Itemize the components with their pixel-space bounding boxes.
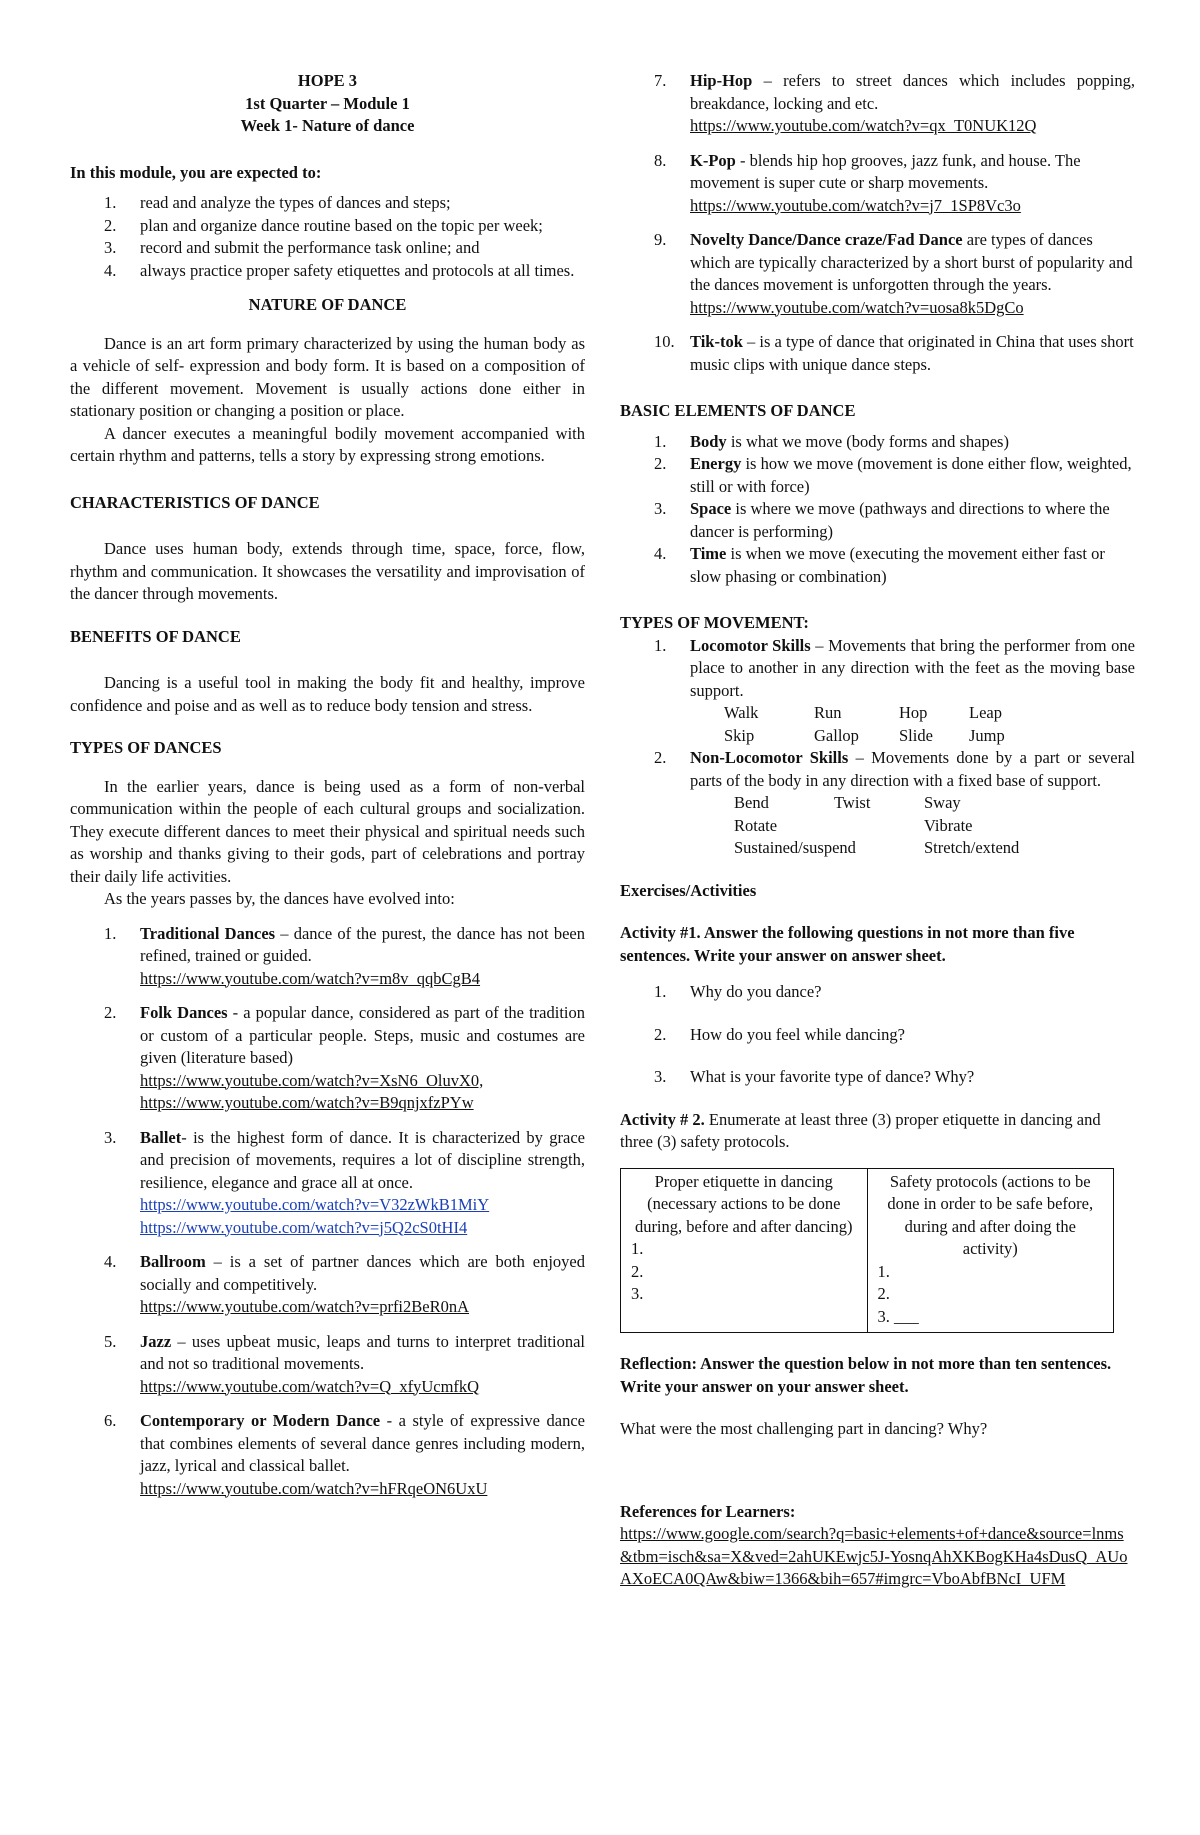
dance-type-item: 2. Folk Dances - a popular dance, considered as part of the tradition or custom of a particular people. Steps, music and costumes are given (literature based) https://www.youtube.com/watch?v=XsN6_OluvX0, https://www.youtube.com/watch?v=B9qnjxfzPYw <box>70 1002 585 1115</box>
element-item: 3. Space is where we move (pathways and directions to where the dancer is performing) <box>654 499 1110 541</box>
activity-2-text: Activity # 2. Enumerate at least three (3) proper etiquette in dancing and three (3) safety protocols. <box>620 1109 1101 1151</box>
exercises-heading: Exercises/Activities <box>620 880 757 900</box>
reflection-question: What were the most challenging part in dancing? Why? <box>620 1419 988 1438</box>
movement-item: 2. Non-Locomotor Skills – Movements done by a part or several parts of the body in any direction with a fixed base of support. <box>654 748 1135 790</box>
objective-item: 3. record and submit the performance task online; and <box>104 238 480 257</box>
dance-type-item: 3. Ballet- is the highest form of dance. It is characterized by grace and precision of movements, requires a lot of discipline strength, resilience, elegance and grace all at once. https://www.youtube.com/watch?v=V32zWkB1MiY https://www.youtube.com/watch?v=j5Q2cS0tHI4 <box>70 1127 585 1240</box>
element-item: 4. Time is when we move (executing the movement either fast or slow phasing or combination) <box>654 544 1105 586</box>
references-heading: References for Learners: <box>620 1501 796 1521</box>
dance-type-item: 7. Hip-Hop – refers to street dances which includes popping, breakdance, locking and etc. https://www.youtube.com/watch?v=qx_T0NUK12Q <box>620 70 1135 138</box>
benefits-paragraph: Dancing is a useful tool in making the body fit and healthy, improve confidence and poise and as well as to reduce body tension and stress. <box>70 673 585 715</box>
activity-1-heading: Activity #1. Answer the following questions in not more than five sentences. Write your answer on answer sheet. <box>620 923 1075 965</box>
safety-cell: Safety protocols (actions to be done in order to be safe before, during and after doing the activity) 1. 2. 3. ___ <box>867 1168 1114 1333</box>
characteristics-paragraph: Dance uses human body, extends through time, space, force, flow, rhythm and communication. It showcases the versatility and improvisation of the dancer through movements. <box>70 539 585 603</box>
question-item: 3. What is your favorite type of dance? Why? <box>654 1067 975 1086</box>
video-link[interactable]: https://www.youtube.com/watch?v=V32zWkB1MiY <box>140 1195 490 1214</box>
movement-heading: TYPES OF MOVEMENT: <box>620 613 809 632</box>
elements-list <box>620 431 1135 589</box>
non-locomotor-examples: Bend Twist Sway Rotate Vibrate <box>734 793 973 835</box>
nature-paragraph-2: A dancer executes a meaningful bodily movement accompanied with certain rhythm and patterns, tells a story by expressing strong emotions. <box>70 423 585 465</box>
video-link[interactable]: https://www.youtube.com/watch?v=m8v_qqbCgB4 <box>140 968 481 988</box>
nature-heading: NATURE OF DANCE <box>248 295 407 314</box>
objectives-list <box>70 192 585 282</box>
types-heading: TYPES OF DANCES <box>70 738 222 757</box>
expected-heading: In this module, you are expected to: <box>70 162 322 182</box>
reference-link[interactable]: https://www.google.com/search?q=basic+elements+of+dance&source=lnms&tbm=isch&sa=X&ved=2ahUKEwjc5J-YosnqAhXKBogKHa4sDusQ_AUoAXoECA0QAw&biw=1366&bih=657#imgrc=VboAbfBNcI_UFM <box>620 1524 1128 1588</box>
activity-1-questions <box>620 981 1135 1089</box>
dance-types-list-right <box>620 70 1135 376</box>
element-item: 1. Body is what we move (body forms and shapes) <box>654 431 1009 451</box>
reflection-heading: Reflection: Answer the question below in not more than ten sentences. Write your answer on your answer sheet. <box>620 1354 1112 1396</box>
elements-heading: BASIC ELEMENTS OF DANCE <box>620 401 856 420</box>
types-paragraph-2: As the years passes by, the dances have evolved into: <box>104 889 455 908</box>
characteristics-heading: CHARACTERISTICS OF DANCE <box>70 492 320 512</box>
dance-type-item: 10. Tik-tok – is a type of dance that originated in China that uses short music clips with unique dance steps. <box>654 332 1134 374</box>
movement-list-2 <box>620 747 1135 792</box>
locomotor-examples: Walk Run Hop Leap Skip Gallop Slide Jump <box>724 703 1005 745</box>
subject-title: HOPE 3 <box>297 71 358 90</box>
video-link[interactable]: https://www.youtube.com/watch?v=Q_xfyUcmfkQ <box>140 1376 480 1396</box>
etiquette-cell: Proper etiquette in dancing (necessary actions to be done during, before and after dancing) 1. 2. 3. <box>621 1168 868 1333</box>
dance-type-item: 5. Jazz – uses upbeat music, leaps and turns to interpret traditional and not so traditional movements. https://www.youtube.com/watch?v=Q_xfyUcmfkQ <box>70 1331 585 1399</box>
dance-type-item: 1. Traditional Dances – dance of the purest, the dance has not been refined, trained or guided. https://www.youtube.com/watch?v=m8v_qqbCgB4 <box>70 923 585 991</box>
question-item: 2. How do you feel while dancing? <box>654 1024 905 1044</box>
dance-type-item: 9. Novelty Dance/Dance craze/Fad Dance are types of dances which are typically characterized by a short burst of popularity and the dances movement is unforgotten through the years. https://www.youtube.com/watch?v=uosa8k5DgCo <box>620 229 1135 319</box>
element-item: 2. Energy is how we move (movement is done either flow, weighted, still or with force) <box>654 454 1132 496</box>
week-title: Week 1- Nature of dance <box>240 116 415 135</box>
doc-header <box>70 70 585 138</box>
video-link[interactable]: https://www.youtube.com/watch?v=uosa8k5DgCo <box>690 297 1024 317</box>
video-link[interactable]: https://www.youtube.com/watch?v=prfi2BeR0nA <box>140 1297 470 1316</box>
quarter-title: 1st Quarter – Module 1 <box>245 93 410 113</box>
video-link[interactable]: https://www.youtube.com/watch?v=B9qnjxfzPYw <box>140 1093 474 1112</box>
dance-type-item: 4. Ballroom – is a set of partner dances which are both enjoyed socially and competitively. https://www.youtube.com/watch?v=prfi2BeR0nA <box>70 1251 585 1319</box>
benefits-heading: BENEFITS OF DANCE <box>70 626 241 646</box>
objective-item: 2. plan and organize dance routine based on the topic per week; <box>104 215 543 235</box>
movement-item: 1. Locomotor Skills – Movements that bring the performer from one place to another in any direction with the feet as the moving base support. <box>654 635 1136 700</box>
nature-paragraph-1: Dance is an art form primary characterized by using the human body as a vehicle of self- expression and body form. It is based on a composition of the different movement. Movement is usually actions done either in stationary position or changing a position or place. <box>70 333 585 420</box>
objective-item: 4. always practice proper safety etiquettes and protocols at all times. <box>104 260 575 280</box>
question-item: 1. Why do you dance? <box>654 982 822 1001</box>
dance-types-list-left <box>70 923 585 1501</box>
etiquette-table <box>620 1168 1114 1334</box>
right-column <box>620 70 1135 1591</box>
non-locomotor-examples-2: Sustained/suspend Stretch/extend <box>734 838 1020 857</box>
dance-type-item: 6. Contemporary or Modern Dance - a style of expressive dance that combines elements of several dance genres including modern, jazz, lyrical and classical ballet. https://www.youtube.com/watch?v=hFRqeON6UxU <box>70 1410 585 1500</box>
objective-item: 1. read and analyze the types of dances and steps; <box>104 193 451 212</box>
video-link[interactable]: https://www.youtube.com/watch?v=XsN6_OluvX0, <box>140 1070 484 1090</box>
video-link[interactable]: https://www.youtube.com/watch?v=qx_T0NUK12Q <box>690 116 1037 135</box>
types-paragraph-1: In the earlier years, dance is being used as a form of non-verbal communication within the people of each cultural groups and socialization. They execute different dances to meet their physical and spiritual needs such as worship and thanks giving to their gods, part of celebrations and portray their daily life activities. <box>70 776 585 886</box>
movement-list <box>620 635 1135 703</box>
left-column <box>70 70 585 1500</box>
video-link[interactable]: https://www.youtube.com/watch?v=hFRqeON6UxU <box>140 1478 488 1498</box>
video-link[interactable]: https://www.youtube.com/watch?v=j7_1SP8Vc3o <box>690 195 1021 215</box>
dance-type-item: 8. K-Pop - blends hip hop grooves, jazz funk, and house. The movement is super cute or sharp movements. https://www.youtube.com/watch?v=j7_1SP8Vc3o <box>620 150 1135 218</box>
video-link[interactable]: https://www.youtube.com/watch?v=j5Q2cS0tHI4 <box>140 1217 468 1237</box>
